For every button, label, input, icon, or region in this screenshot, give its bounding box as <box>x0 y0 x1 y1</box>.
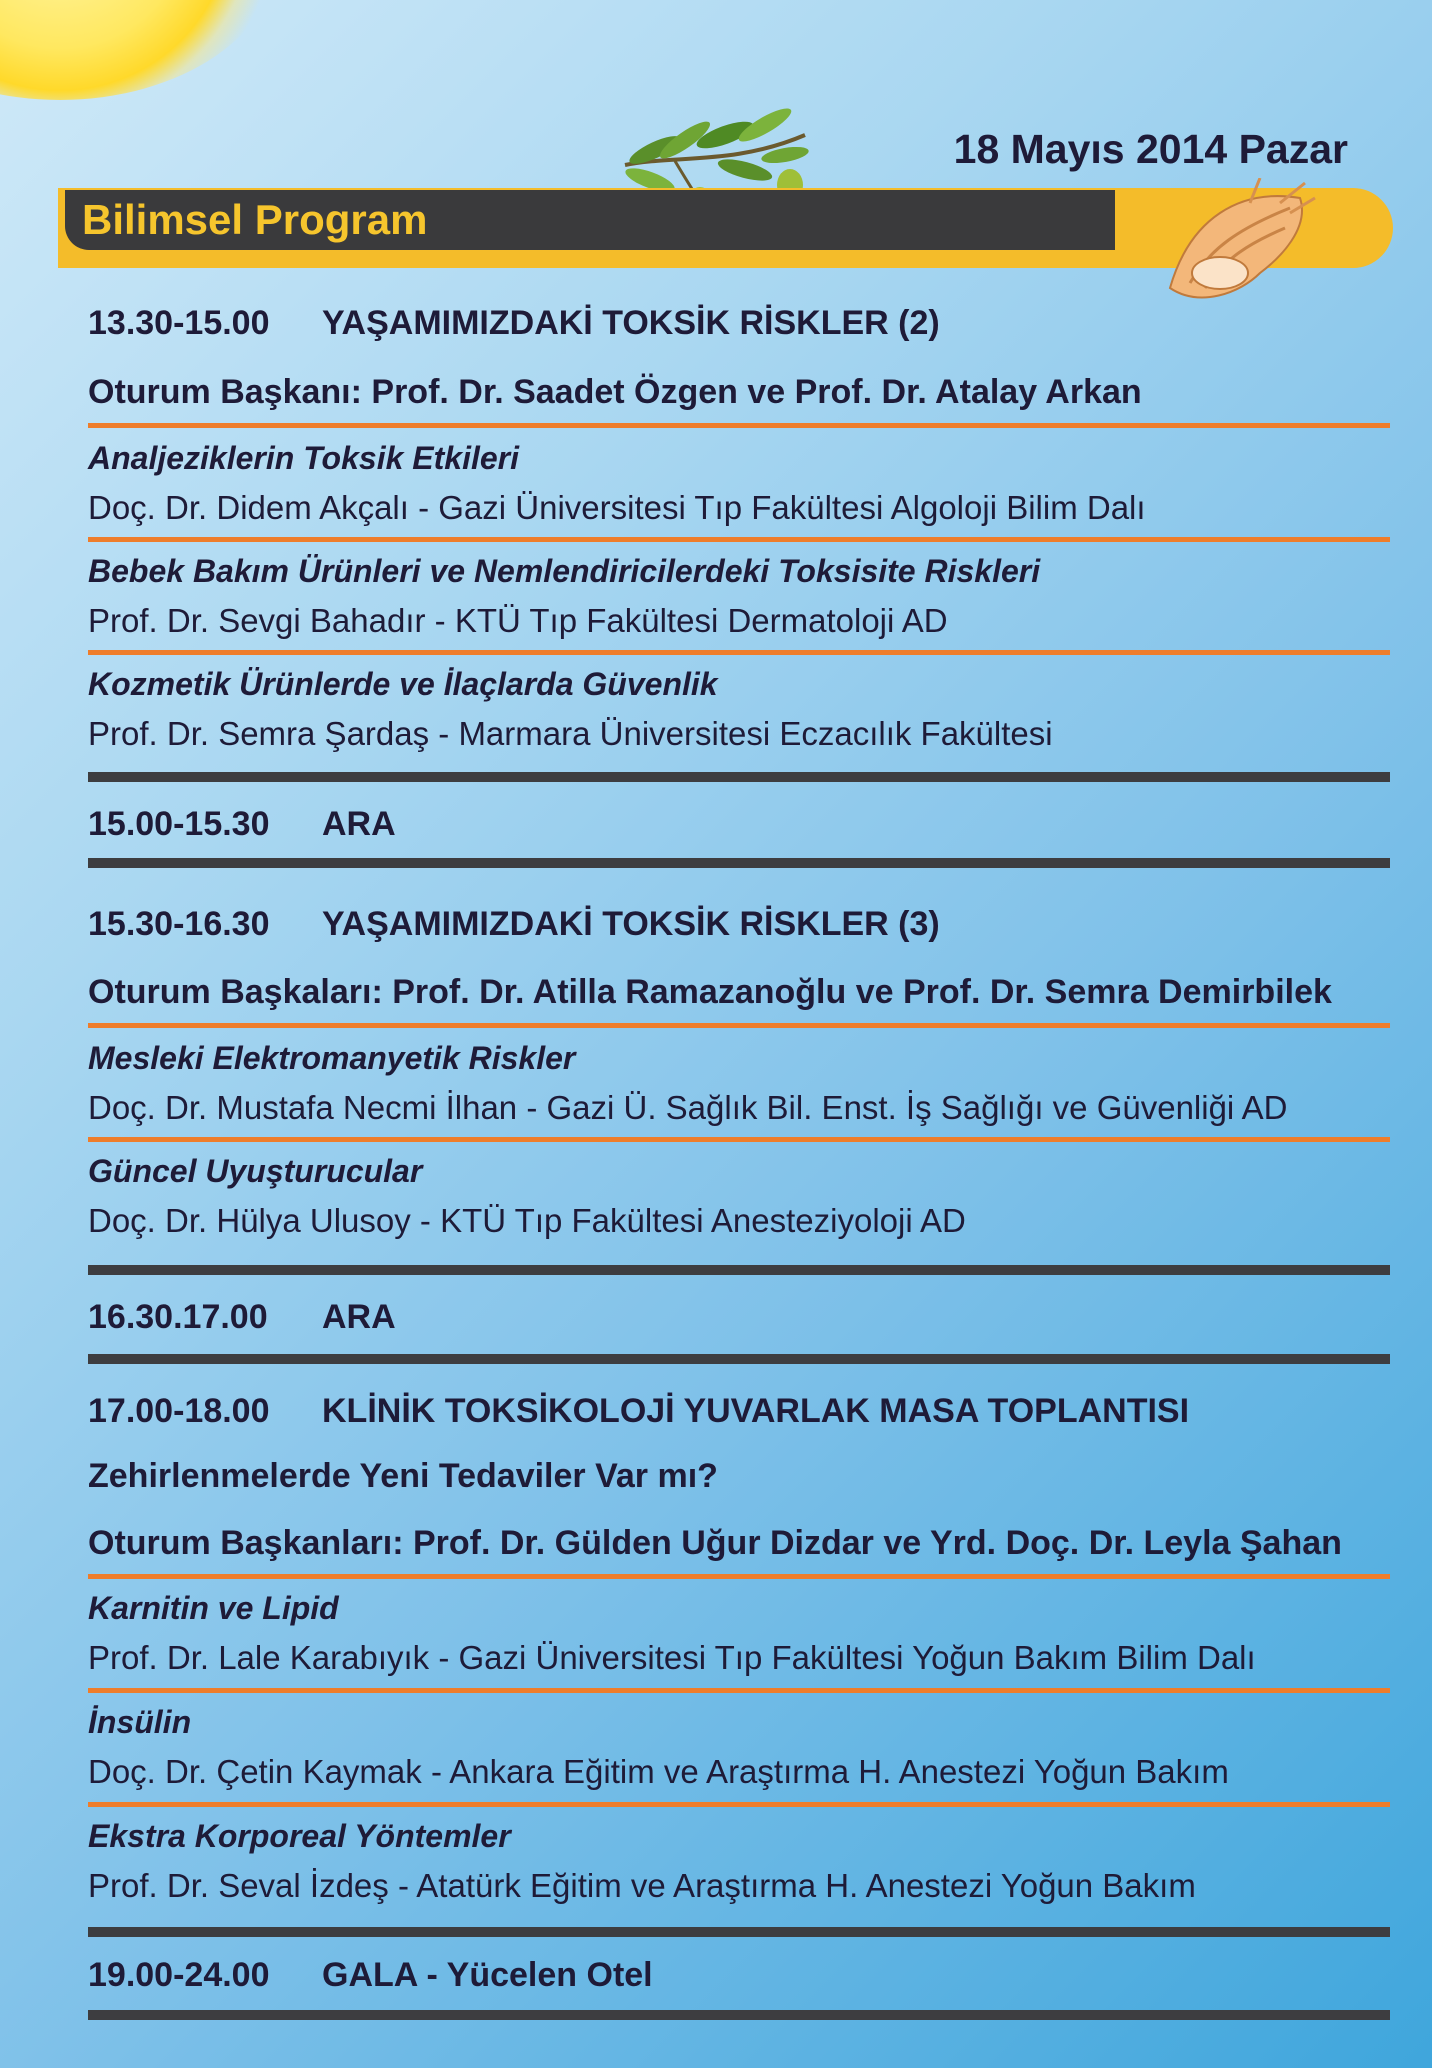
page-title: Bilimsel Program <box>82 196 428 243</box>
talk-title: Bebek Bakım Ürünleri ve Nemlendiricilerdeki Toksisite Riskleri <box>88 553 1041 589</box>
session2-chair: Oturum Başkaları: Prof. Dr. Atilla Ramazanoğlu ve Prof. Dr. Semra Demirbilek <box>88 973 1332 1011</box>
break1-label: ARA <box>322 805 396 843</box>
divider <box>88 1137 1390 1142</box>
talk-speaker: Prof. Dr. Seval İzdeş - Atatürk Eğitim ve Araştırma H. Anestezi Yoğun Bakım <box>88 1867 1196 1904</box>
talk-speaker: Doç. Dr. Mustafa Necmi İlhan - Gazi Ü. Sağlık Bil. Enst. İş Sağlığı ve Güvenliği AD <box>88 1089 1288 1126</box>
section-divider <box>88 772 1390 782</box>
session3-header <box>88 1392 1189 1431</box>
divider <box>88 1688 1390 1693</box>
program-date: 18 Mayıs 2014 Pazar <box>953 126 1348 172</box>
talk-speaker: Doç. Dr. Hülya Ulusoy - KTÜ Tıp Fakültesi Anesteziyoloji AD <box>88 1202 966 1239</box>
divider <box>88 1023 1390 1028</box>
gala-time: 19.00-24.00 <box>88 1956 270 1994</box>
talk-title: Ekstra Korporeal Yöntemler <box>88 1818 511 1854</box>
break2-time: 16.30.17.00 <box>88 1298 268 1336</box>
gala-label: GALA - Yücelen Otel <box>322 1956 653 1994</box>
session2-time: 15.30-16.30 <box>88 905 270 943</box>
sun-decoration <box>0 0 280 100</box>
talk-speaker: Prof. Dr. Sevgi Bahadır - KTÜ Tıp Fakültesi Dermatoloji AD <box>88 602 948 639</box>
talk-title: Güncel Uyuşturucular <box>88 1153 423 1189</box>
session1-chair: Oturum Başkanı: Prof. Dr. Saadet Özgen ve Prof. Dr. Atalay Arkan <box>88 373 1142 411</box>
session2-header <box>88 905 940 944</box>
talk-title: Karnitin ve Lipid <box>88 1590 339 1626</box>
break1-time: 15.00-15.30 <box>88 805 270 843</box>
talk-speaker: Doç. Dr. Çetin Kaymak - Ankara Eğitim ve Araştırma H. Anestezi Yoğun Bakım <box>88 1753 1229 1790</box>
talk-title: Mesleki Elektromanyetik Riskler <box>88 1040 576 1076</box>
session1-header <box>88 304 940 343</box>
talk-title: Kozmetik Ürünlerde ve İlaçlarda Güvenlik <box>88 666 718 702</box>
divider <box>88 1802 1390 1807</box>
divider <box>88 537 1390 542</box>
seashell-icon <box>1150 178 1320 318</box>
talk-speaker: Prof. Dr. Lale Karabıyık - Gazi Üniversitesi Tıp Fakültesi Yoğun Bakım Bilim Dalı <box>88 1639 1256 1676</box>
section-divider <box>88 1354 1390 1364</box>
session2-title: YAŞAMIMIZDAKİ TOKSİK RİSKLER (3) <box>322 905 940 943</box>
section-divider <box>88 1265 1390 1275</box>
divider <box>88 650 1390 655</box>
divider <box>88 1574 1390 1579</box>
section-divider <box>88 858 1390 868</box>
break2-label: ARA <box>322 1298 396 1336</box>
divider <box>88 423 1390 428</box>
break1-row <box>88 805 396 844</box>
session3-title: KLİNİK TOKSİKOLOJİ YUVARLAK MASA TOPLANTISI <box>322 1392 1190 1430</box>
session3-chair: Oturum Başkanları: Prof. Dr. Gülden Uğur Dizdar ve Yrd. Doç. Dr. Leyla Şahan <box>88 1524 1342 1562</box>
session1-title: YAŞAMIMIZDAKİ TOKSİK RİSKLER (2) <box>322 304 940 342</box>
session1-time: 13.30-15.00 <box>88 304 270 342</box>
talk-title: Analjeziklerin Toksik Etkileri <box>88 440 519 476</box>
talk-title: İnsülin <box>88 1704 192 1740</box>
talk-speaker: Prof. Dr. Semra Şardaş - Marmara Üniversitesi Eczacılık Fakültesi <box>88 715 1053 752</box>
talk-speaker: Doç. Dr. Didem Akçalı - Gazi Üniversitesi Tıp Fakültesi Algoloji Bilim Dalı <box>88 489 1146 526</box>
section-divider <box>88 2010 1390 2020</box>
gala-row <box>88 1956 653 1995</box>
break2-row <box>88 1298 396 1337</box>
session3-subtitle: Zehirlenmelerde Yeni Tedaviler Var mı? <box>88 1457 718 1495</box>
session3-time: 17.00-18.00 <box>88 1392 270 1430</box>
section-divider <box>88 1927 1390 1937</box>
